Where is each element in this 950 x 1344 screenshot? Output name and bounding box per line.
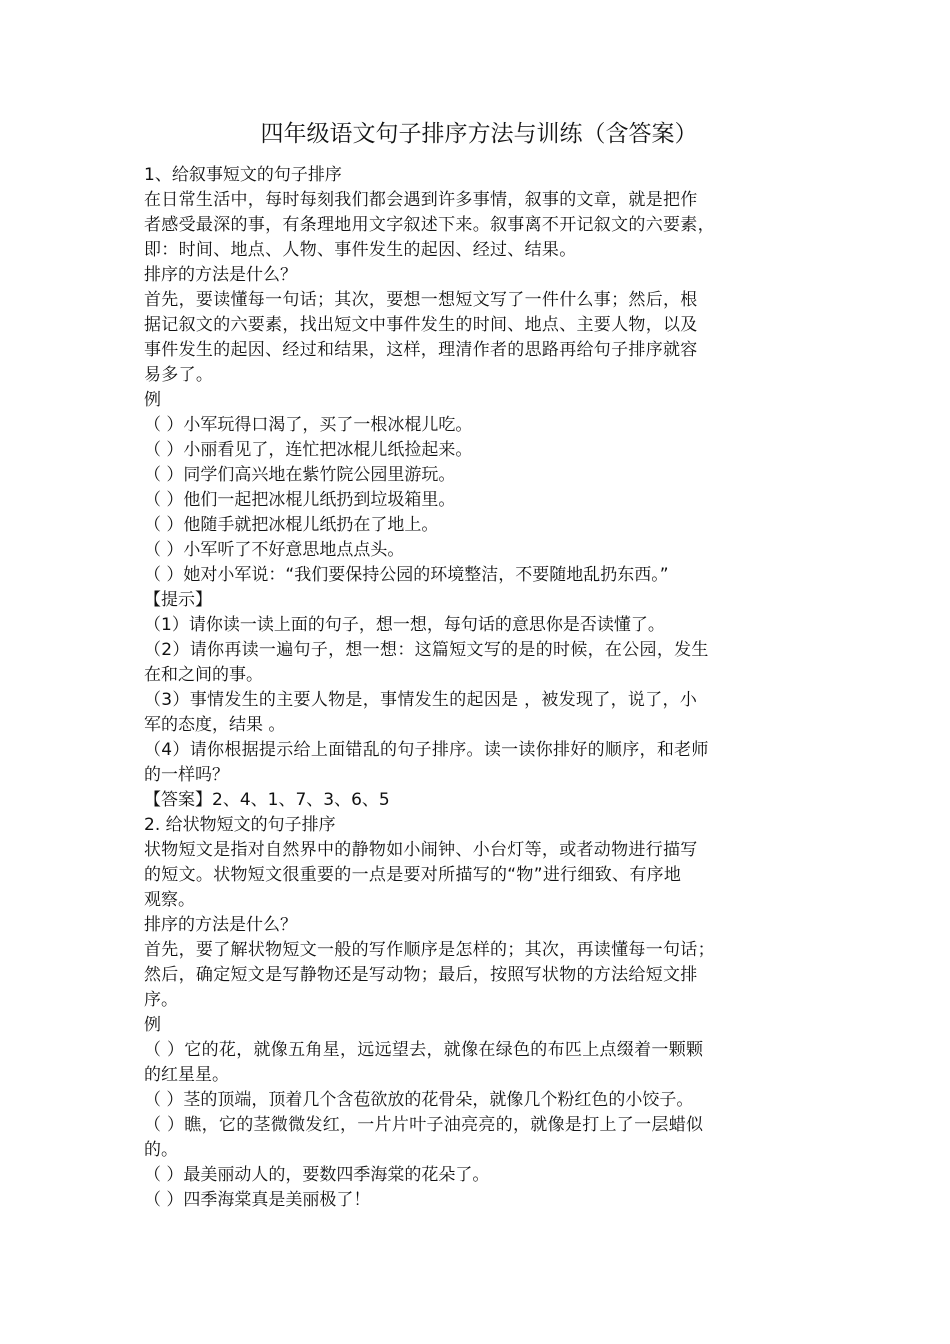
sentence-item: （ ）瞧，它的茎微微发红，一片片叶子油亮亮的，就像是打上了一层蜡似 [144, 1115, 704, 1135]
answer-line: 【答案】2、4、1、7、3、6、5 [144, 790, 390, 810]
sentence-item: （ ）小军玩得口渴了，买了一根冰棍儿吃。 [144, 415, 473, 435]
paragraph-line: 状物短文是指对自然界中的静物如小闹钟、小台灯等，或者动物进行描写 [144, 840, 698, 860]
tip-line: （4）请你根据提示给上面错乱的句子排序。读一读你排好的顺序，和老师 [144, 740, 709, 760]
paragraph-line: 即：时间、地点、人物、事件发生的起因、经过、结果。 [144, 240, 577, 260]
sentence-item: （ ）他们一起把冰棍儿纸扔到垃圾箱里。 [144, 490, 456, 510]
paragraph-line: 首先，要了解状物短文一般的写作顺序是怎样的；其次，再读懂每一句话； [144, 940, 715, 960]
paragraph-line: 首先，要读懂每一句话；其次，要想一想短文写了一件什么事；然后，根 [144, 290, 698, 310]
paragraph-line: 序。 [144, 990, 178, 1010]
document-title: 四年级语文句子排序方法与训练（含答案） [260, 121, 698, 147]
sentence-item: 的红星星。 [144, 1065, 229, 1085]
paragraph-line: 在日常生活中，每时每刻我们都会遇到许多事情，叙事的文章，就是把作 [144, 190, 698, 210]
sentence-item: （ ）他随手就把冰棍儿纸扔在了地上。 [144, 515, 439, 535]
paragraph-line: 易多了。 [144, 365, 214, 385]
paragraph-line: 然后，确定短文是写静物还是写动物；最后，按照写状物的方法给短文排 [144, 965, 698, 985]
tip-line: （1）请你读一读上面的句子，想一想，每句话的意思你是否读懂了。 [144, 615, 665, 635]
sentence-item: （ ）茎的顶端，顶着几个含苞欲放的花骨朵，就像几个粉红色的小饺子。 [144, 1090, 694, 1110]
sentence-item: （ ）最美丽动人的，要数四季海棠的花朵了。 [144, 1165, 490, 1185]
section-heading: 2. 给状物短文的句子排序 [144, 815, 336, 835]
tip-line: 的一样吗？ [144, 765, 229, 785]
paragraph-line: 据记叙文的六要素，找出短文中事件发生的时间、地点、主要人物，以及 [144, 315, 698, 335]
paragraph-line: 事件发生的起因、经过和结果，这样，理清作者的思路再给句子排序就容 [144, 340, 698, 360]
sentence-item: 的。 [144, 1140, 178, 1160]
section-heading: 1、给叙事短文的句子排序 [144, 165, 342, 185]
sentence-item: （ ）四季海棠真是美丽极了！ [144, 1190, 371, 1210]
paragraph-line: 者感受最深的事，有条理地用文字叙述下来。叙事离不开记叙文的六要素， [144, 215, 715, 235]
example-label: 例 [144, 390, 161, 410]
sentence-item: （ ）同学们高兴地在紫竹院公园里游玩。 [144, 465, 456, 485]
method-question: 排序的方法是什么？ [144, 265, 297, 285]
tip-label: 【提示】 [144, 590, 212, 610]
tip-line: 在和之间的事。 [144, 665, 263, 685]
paragraph-line: 的短文。状物短文很重要的一点是要对所描写的“物”进行细致、有序地 [144, 865, 682, 885]
paragraph-line: 观察。 [144, 890, 195, 910]
example-label: 例 [144, 1015, 161, 1035]
sentence-item: （ ）小军听了不好意思地点点头。 [144, 540, 405, 560]
sentence-item: （ ）她对小军说：“我们要保持公园的环境整洁，不要随地乱扔东西。” [144, 565, 669, 585]
tip-line: （3）事情发生的主要人物是，事情发生的起因是 ，被发现了，说了，小 [144, 690, 698, 710]
sentence-item: （ ）小丽看见了，连忙把冰棍儿纸捡起来。 [144, 440, 473, 460]
tip-line: （2）请你再读一遍句子，想一想：这篇短文写的是的时候，在公园，发生 [144, 640, 709, 660]
document-body [144, 163, 814, 1213]
tip-line: 军的态度，结果 。 [144, 715, 286, 735]
method-question: 排序的方法是什么？ [144, 915, 297, 935]
sentence-item: （ ）它的花，就像五角星，远远望去，就像在绿色的布匹上点缀着一颗颗 [144, 1040, 704, 1060]
